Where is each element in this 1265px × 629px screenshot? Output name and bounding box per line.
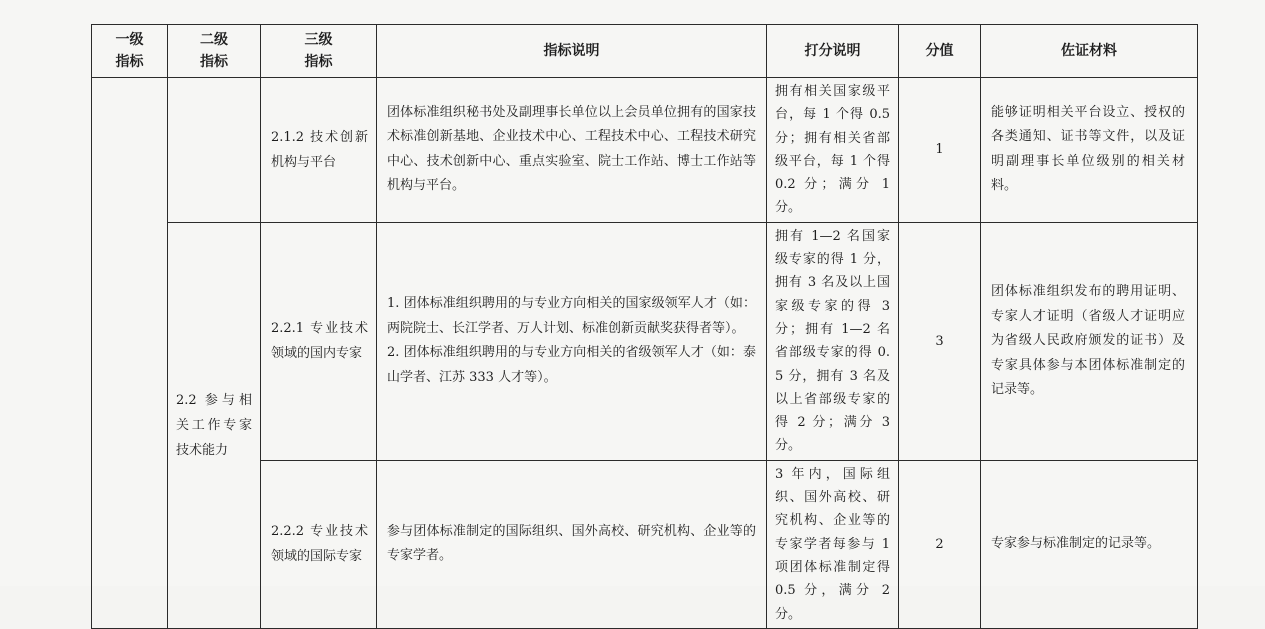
header-level2 <box>168 25 261 78</box>
scoring-cell <box>767 222 899 460</box>
points-cell <box>899 78 981 223</box>
header-level3-line2: 指标 <box>304 54 333 70</box>
level2-cell-empty <box>168 78 261 223</box>
evaluation-criteria-table <box>91 24 1198 629</box>
header-level3-line1: 三级 <box>304 32 333 48</box>
scoring-text: 拥有 1—2 名国家级专家的得 1 分，拥有 3 名及以上国家级专家的得 3 分；拥有 1—2 名省部级专家的得 0.5 分，拥有 3 名及以上省部级专家的得 2 分；满分 3 分。 <box>775 228 890 454</box>
level3-cell <box>261 460 377 628</box>
description-text: 参与团体标准制定的国际组织、国外高校、研究机构、企业等的专家学者。 <box>387 523 756 564</box>
description-text: 团体标准组织秘书处及副理事长单位以上会员单位拥有的国家技术标准创新基地、企业技术中心、工程技术中心、工程技术研究中心、技术创新中心、重点实验室、院士工作站、博士工作站等机构与平台。 <box>387 104 756 194</box>
header-evidence: 佐证材料 <box>981 25 1198 78</box>
table-header-row <box>92 25 1198 78</box>
description-cell <box>377 460 767 628</box>
points-value: 1 <box>935 142 944 158</box>
header-level1 <box>92 25 168 78</box>
scoring-text: 拥有相关国家级平台，每 1 个得 0.5 分；拥有相关省部级平台，每 1 个得 0.2 分；满分 1 分。 <box>775 84 890 216</box>
level3-cell <box>261 222 377 460</box>
header-level3 <box>261 25 377 78</box>
evidence-text: 团体标准组织发布的聘用证明、专家人才证明（省级人才证明应为省级人民政府颁发的证书）及专家具体参与本团体标准制定的记录等。 <box>991 284 1185 398</box>
scoring-cell <box>767 78 899 223</box>
points-value: 2 <box>935 536 944 552</box>
level1-cell <box>92 78 168 629</box>
points-value: 3 <box>935 333 944 349</box>
evidence-text: 专家参与标准制定的记录等。 <box>991 536 1161 552</box>
header-description: 指标说明 <box>377 25 767 78</box>
scoring-cell <box>767 460 899 628</box>
header-scoring: 打分说明 <box>767 25 899 78</box>
table-row <box>92 222 1198 460</box>
level3-text: 2.2.1 专业技术领域的国内专家 <box>271 321 368 362</box>
header-level1-line2: 指标 <box>115 54 144 70</box>
evidence-cell <box>981 78 1198 223</box>
evidence-text: 能够证明相关平台设立、授权的各类通知、证书等文件，以及证明副理事长单位级别的相关材料。 <box>991 104 1185 194</box>
points-cell <box>899 460 981 628</box>
header-points: 分值 <box>899 25 981 78</box>
description-item-1: 1. 团体标准组织聘用的与专业方向相关的国家级领军人才（如：两院院士、长江学者、万人计划、标准创新贡献奖获得者等）。 <box>387 296 756 336</box>
level2-cell <box>168 222 261 628</box>
header-level1-line1: 一级 <box>115 32 144 48</box>
level3-text: 2.2.2 专业技术领域的国际专家 <box>271 524 368 565</box>
header-level2-line1: 二级 <box>200 32 228 48</box>
evidence-cell <box>981 460 1198 628</box>
table-row <box>92 78 1198 223</box>
description-text <box>377 288 766 394</box>
evidence-cell <box>981 222 1198 460</box>
header-level2-line2: 指标 <box>200 54 228 70</box>
level3-cell <box>261 78 377 223</box>
level2-text: 2.2 参与相关工作专家技术能力 <box>176 392 252 458</box>
description-cell <box>377 78 767 223</box>
level3-text: 2.1.2 技术创新机构与平台 <box>271 129 368 170</box>
points-cell <box>899 222 981 460</box>
description-cell <box>377 222 767 460</box>
description-item-2: 2. 团体标准组织聘用的与专业方向相关的省级领军人才（如：泰山学者、江苏 333 人才等）。 <box>387 345 756 385</box>
scoring-text: 3 年内，国际组织、国外高校、研究机构、企业等的专家学者每参与 1 项团体标准制定得 0.5 分，满分 2 分。 <box>775 466 890 622</box>
